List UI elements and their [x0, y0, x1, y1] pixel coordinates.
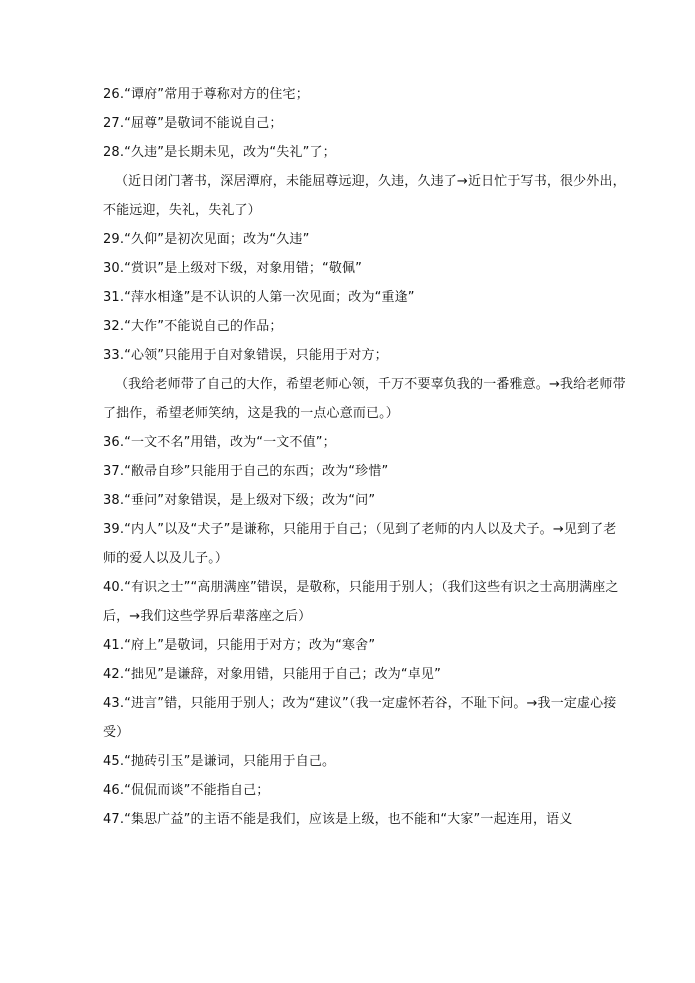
item-28-example: （近日闭门著书，深居潭府，未能屈尊远迎，久违，久违了→近日忙于写书，很少外出，不能远迎，失礼，失礼了） [103, 174, 626, 218]
document-body [74, 80, 629, 834]
item-46: 46.“侃侃而谈”不能指自己； [103, 783, 270, 798]
item-37: 37.“敝帚自珍”只能用于自己的东西；改为“珍惜” [103, 464, 389, 479]
item-33: 33.“心领”只能用于自对象错误，只能用于对方； [103, 348, 388, 363]
item-47: 47.“集思广益”的主语不能是我们，应该是上级，也不能和“大家”一起连用，语义 [103, 812, 573, 827]
item-29: 29.“久仰”是初次见面；改为“久违” [103, 232, 310, 247]
item-45: 45.“抛砖引玉”是谦词，只能用于自己。 [103, 754, 336, 769]
item-31: 31.“萍水相逢”是不认识的人第一次见面；改为“重逢” [103, 290, 415, 305]
item-40: 40.“有识之士”“高朋满座”错误，是敬称，只能用于别人；（我们这些有识之士高朋满座之后，→我们这些学界后辈落座之后） [103, 580, 619, 624]
item-42: 42.“拙见”是谦辞，对象用错，只能用于自己；改为“卓见” [103, 667, 441, 682]
item-28: 28.“久违”是长期未见，改为“失礼”了； [103, 145, 336, 160]
item-41: 41.“府上”是敬词，只能用于对方；改为“寒舍” [103, 638, 376, 653]
item-33-example: （我给老师带了自己的大作，希望老师心领，千万不要辜负我的一番雅意。→我给老师带了拙作，希望老师笑纳，这是我的一点心意而已。） [103, 377, 626, 421]
item-30: 30.“赏识”是上级对下级，对象用错；“敬佩” [103, 261, 363, 276]
item-36: 36.“一文不名”用错，改为“一文不值”； [103, 435, 336, 450]
item-26: 26.“谭府”常用于尊称对方的住宅； [103, 87, 309, 102]
item-43: 43.“进言”错，只能用于别人；改为“建议”（我一定虚怀若谷，不耻下问。→我一定虚心接受） [103, 696, 617, 740]
item-32: 32.“大作”不能说自己的作品； [103, 319, 283, 334]
item-38: 38.“垂问”对象错误，是上级对下级；改为“问” [103, 493, 376, 508]
item-27: 27.“屈尊”是敬词不能说自己； [103, 116, 283, 131]
item-39: 39.“内人”以及“犬子”是谦称，只能用于自己；（见到了老师的内人以及犬子。→见到了老师的爱人以及儿子。） [103, 522, 617, 566]
